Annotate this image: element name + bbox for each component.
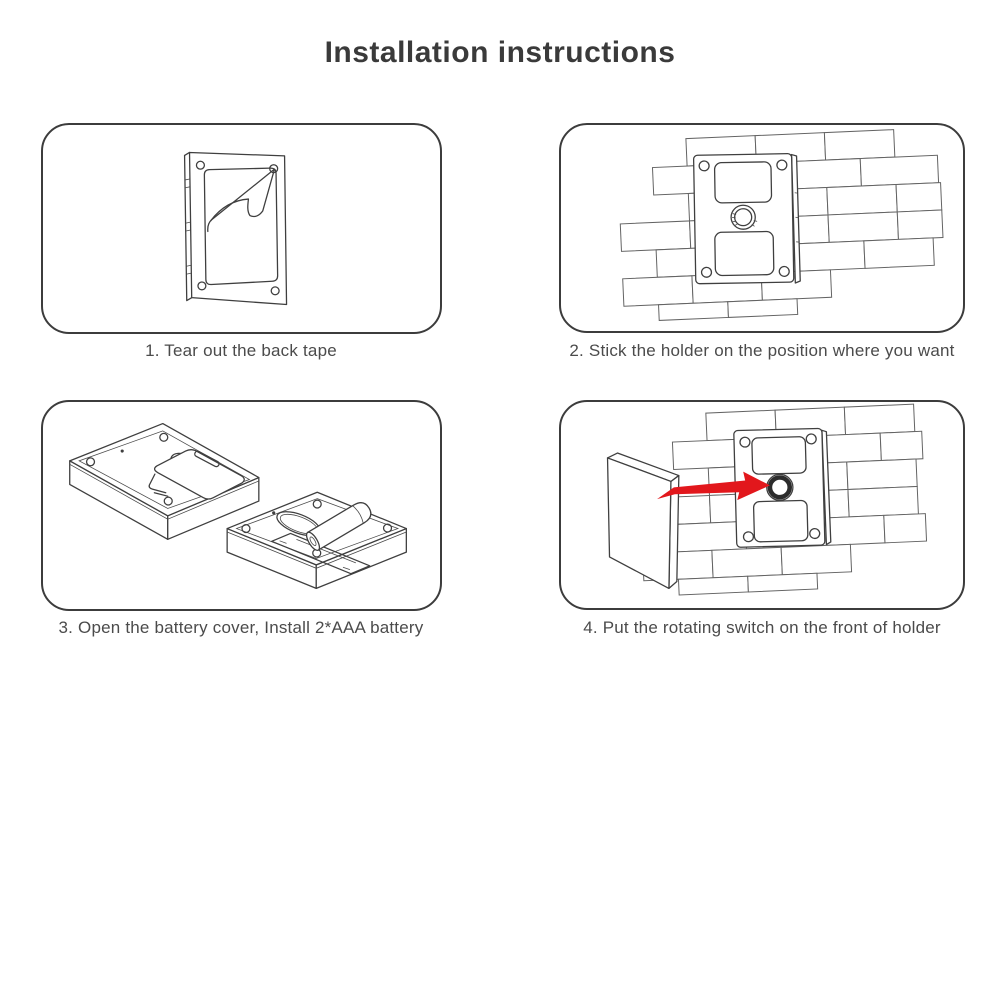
step-1-illustration-tape-peel-icon <box>43 125 440 332</box>
step-2-illustration-holder-on-wall-icon <box>561 125 963 331</box>
pin-hole <box>272 511 275 514</box>
step-1-caption: 1. Tear out the back tape <box>145 341 337 360</box>
step-3-panel <box>41 400 442 611</box>
rotating-switch <box>608 453 679 588</box>
wall-holder <box>694 153 801 284</box>
step-4-illustration-attach-switch-icon <box>561 402 963 608</box>
step-3-caption: 3. Open the battery cover, Install 2*AAA battery <box>58 618 424 637</box>
step-4-caption: 4. Put the rotating switch on the front of holder <box>583 618 941 637</box>
step-3-illustration-battery-install-icon <box>43 402 440 609</box>
pin-hole <box>121 449 124 452</box>
switch-back-cover-open <box>70 424 259 540</box>
step-4-panel <box>559 400 965 610</box>
page-title: Installation instructions <box>324 36 676 69</box>
switch-back-battery-insert <box>227 492 406 588</box>
switch-plate <box>185 152 287 304</box>
step-2-panel <box>559 123 965 333</box>
step-2-caption: 2. Stick the holder on the position where you want <box>569 341 955 360</box>
step-1-panel <box>41 123 442 334</box>
